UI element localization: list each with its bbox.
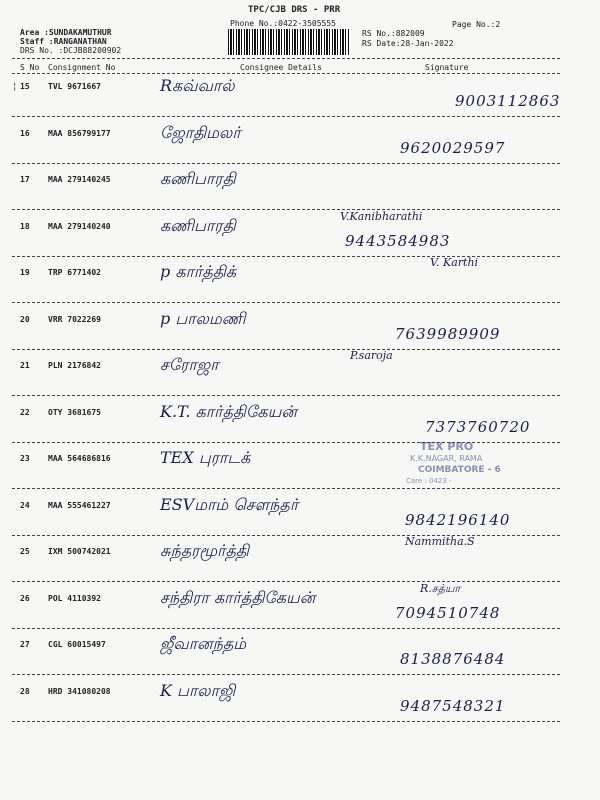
row-divider <box>12 674 560 675</box>
row-sno: 28 <box>20 686 30 696</box>
row-consignment: MAA 279140240 <box>48 221 111 231</box>
row-consignment: MAA 856799177 <box>48 128 111 138</box>
row-sno: 26 <box>20 593 30 603</box>
row-divider <box>12 535 560 536</box>
row-consignee-name: Rகவ்வால் <box>160 76 235 95</box>
row-consignment: HRD 341080208 <box>48 686 111 696</box>
row-consignee-name: சந்திரா கார்த்திகேயன் <box>160 587 316 607</box>
row-signature: V. Karthi <box>430 256 479 269</box>
row-sno: 25 <box>20 547 30 556</box>
row-consignee-name: ஜீவானந்தம் <box>160 634 247 653</box>
row-consignee-name: p பாலமணி <box>160 308 246 328</box>
margin-mark-icon: ¦ <box>12 82 18 92</box>
row-sno: 18 <box>20 221 30 231</box>
row-phone: 9443584983 <box>345 231 451 250</box>
row-consignee-name: ESVமாம் சௌந்தர் <box>160 494 299 514</box>
row-consignee-name: K பாலாஜி <box>160 680 236 700</box>
row-consignment: CGL 60015497 <box>48 640 106 649</box>
row-consignment: POL 4110392 <box>48 593 101 603</box>
row-phone: 7639989909 <box>395 324 501 343</box>
column-details: Consignee Details <box>240 63 322 72</box>
row-consignment: MAA 279140245 <box>48 175 111 184</box>
row-phone: 9620029597 <box>400 138 506 157</box>
staff-label: Staff :RANGANATHAN <box>20 37 107 46</box>
barcode <box>228 29 350 55</box>
row-sno: 21 <box>20 361 30 370</box>
row-divider <box>12 209 560 210</box>
company-stamp <box>400 440 560 500</box>
row-consignee-name: TEX புராடக் <box>160 448 251 467</box>
row-divider <box>12 302 560 303</box>
row-sno: 27 <box>20 640 30 649</box>
row-divider <box>12 581 560 582</box>
row-sno: 24 <box>20 500 30 510</box>
stamp-line4: Care : 0423 - <box>406 477 452 485</box>
row-consignee-name: ஜோதிமலர் <box>160 122 241 142</box>
row-divider <box>12 116 560 117</box>
row-sno: 19 <box>20 268 30 277</box>
row-consignment: OTY 3681675 <box>48 407 101 417</box>
row-phone: 9487548321 <box>400 696 506 715</box>
row-consignment: IXM 500742021 <box>48 547 111 556</box>
row-consignment: MAA 564686816 <box>48 454 111 463</box>
header-rule-top <box>12 58 560 59</box>
row-phone: 9003112863 <box>455 92 561 110</box>
row-sno: 23 <box>20 454 30 463</box>
page-number: Page No.:2 <box>452 20 501 29</box>
stamp-line3: COIMBATORE - 6 <box>418 465 501 475</box>
row-consignee-name: சுந்தரமூர்த்தி <box>160 541 249 560</box>
column-signature: Signature <box>425 63 469 72</box>
row-consignee-name: கணிபாரதி <box>160 215 236 235</box>
rs-date: RS Date:28-Jan-2022 <box>362 39 454 48</box>
stamp-line2: K.K.NAGAR, RAMA <box>410 454 483 463</box>
document-title: TPC/CJB DRS - PRR <box>248 5 341 15</box>
area-label: Area :SUNDAKAMUTHUR <box>20 28 112 37</box>
row-phone: 7094510748 <box>395 603 501 622</box>
row-sno: 17 <box>20 175 30 184</box>
row-consignee-name: சரோஜா <box>160 355 219 374</box>
row-sno: 22 <box>20 407 30 417</box>
row-consignee-name: K.T. கார்த்திகேயன் <box>160 401 297 421</box>
row-phone: 9842196140 <box>405 510 511 529</box>
row-consignment: TVL 9671667 <box>48 82 101 91</box>
row-divider <box>12 628 560 629</box>
row-sno: 20 <box>20 314 30 324</box>
row-divider <box>12 349 560 350</box>
row-divider <box>12 163 560 164</box>
row-phone: 8138876484 <box>400 650 506 668</box>
row-signature: Nammitha.S <box>405 535 475 548</box>
rs-number: RS No.:882009 <box>362 29 425 38</box>
row-divider <box>12 721 560 722</box>
row-consignee-name: p கார்த்திக் <box>160 262 237 281</box>
column-consignment: Consignment No <box>48 63 116 72</box>
phone-number: Phone No.:0422-3505555 <box>230 19 336 28</box>
row-consignment: TRP 6771402 <box>48 268 101 277</box>
row-sno: 16 <box>20 128 30 138</box>
row-phone: 7373760720 <box>425 417 531 436</box>
drs-number: DRS No. :DCJB88200902 <box>20 46 122 55</box>
row-consignment: MAA 555461227 <box>48 500 111 510</box>
header-rule-bottom <box>12 73 560 74</box>
column-sno: S No <box>20 63 40 72</box>
row-consignment: PLN 2176842 <box>48 361 101 370</box>
row-signature: V.Kanibharathi <box>340 209 423 223</box>
row-consignment: VRR 7022269 <box>48 314 101 324</box>
row-signature: R.சத்யா <box>420 581 461 595</box>
row-divider <box>12 395 560 396</box>
row-signature: P.saroja <box>350 349 393 362</box>
row-consignee-name: கணிபாரதி <box>160 169 236 188</box>
stamp-line1: TEX PRO <box>420 440 474 453</box>
row-sno: 15 <box>20 82 30 91</box>
